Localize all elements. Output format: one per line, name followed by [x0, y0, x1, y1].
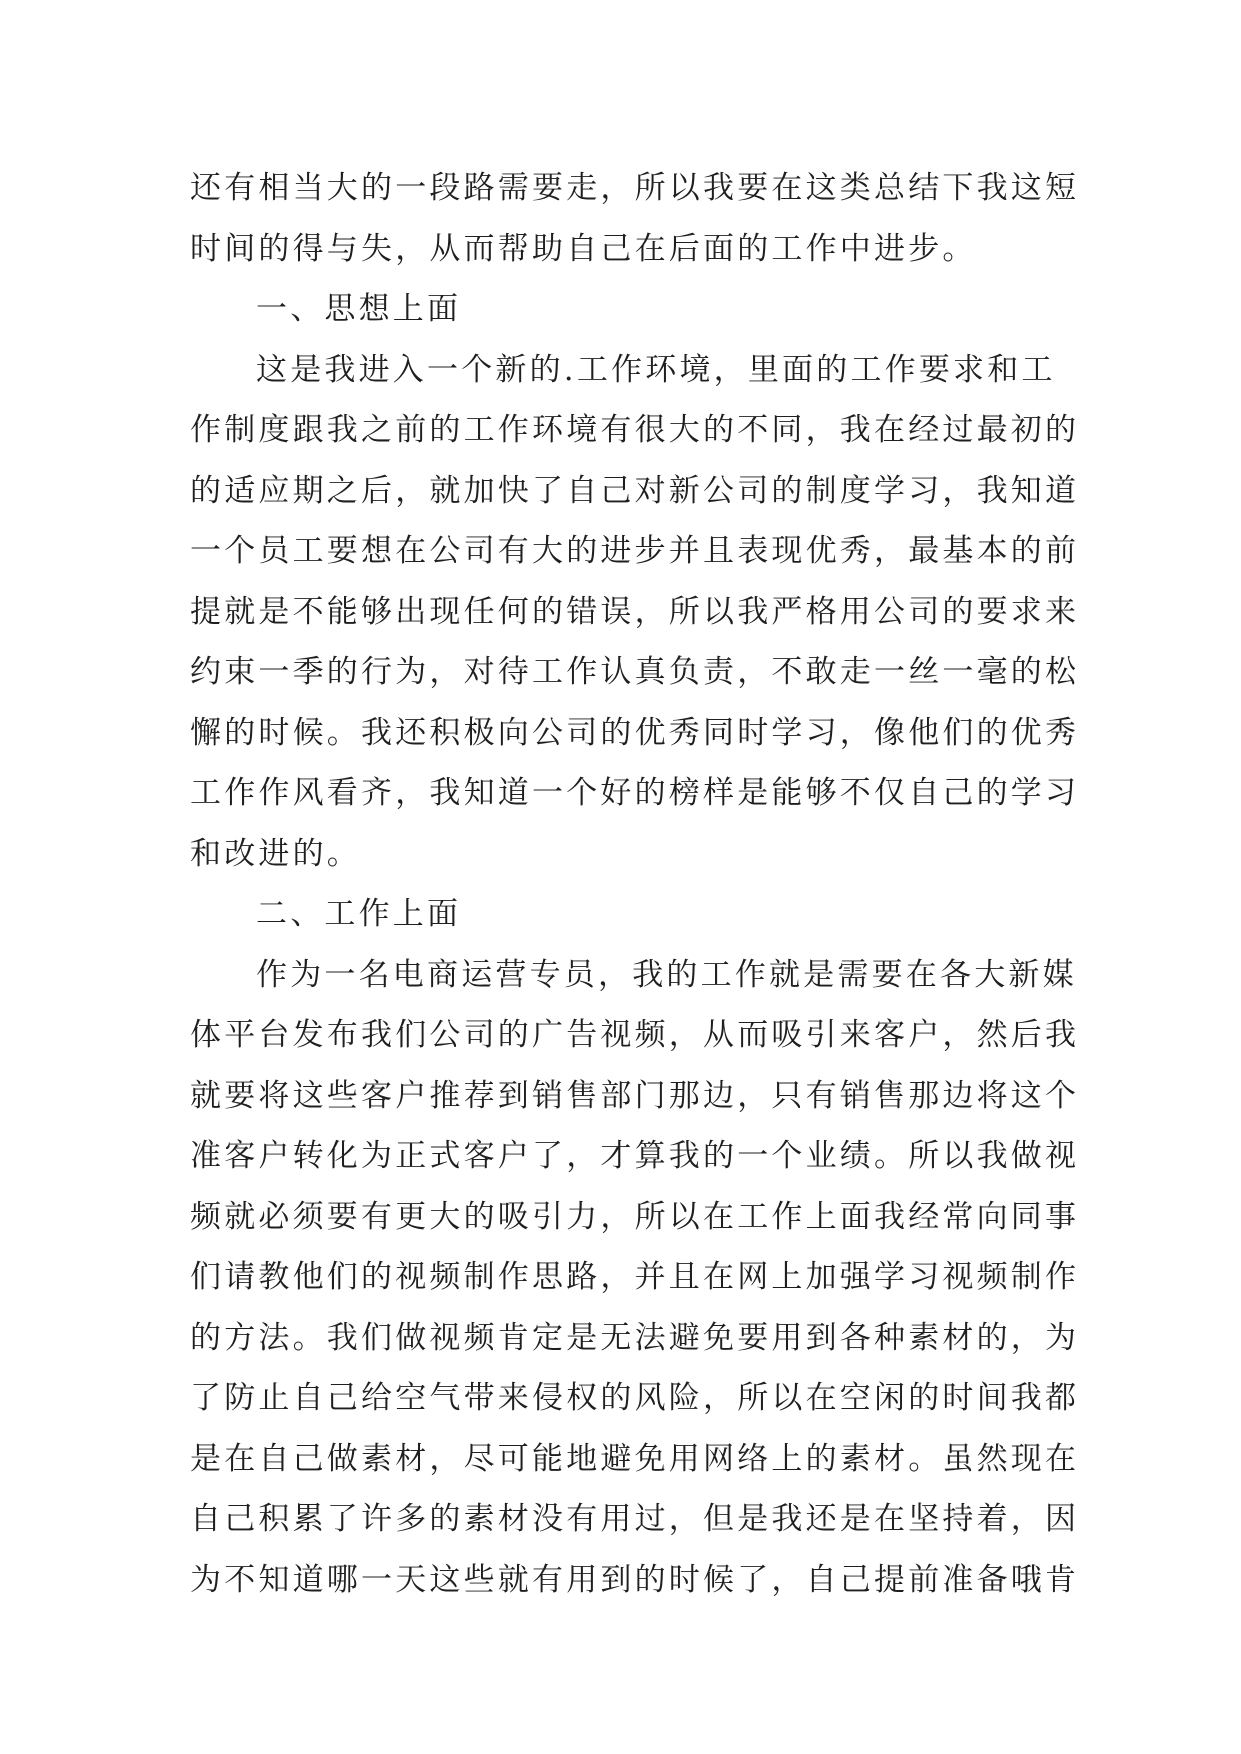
text-line: 提就是不能够出现任何的错误，所以我严格用公司的要求来	[190, 593, 1080, 630]
text-line: 作为一名电商运营专员，我的工作就是需要在各大新媒	[256, 956, 1077, 993]
document-body	[190, 158, 1080, 1610]
text-line: 为不知道哪一天这些就有用到的时候了，自己提前准备哦肯	[190, 1561, 1080, 1598]
text-line: 作制度跟我之前的工作环境有很大的不同，我在经过最初的	[190, 412, 1080, 448]
text-line: 的适应期之后，就加快了自己对新公司的制度学习，我知道	[190, 472, 1080, 509]
text-line: 们请教他们的视频制作思路，并且在网上加强学习视频制作	[190, 1259, 1080, 1295]
text-line: 是在自己做素材，尽可能地避免用网络上的素材。虽然现在	[190, 1440, 1080, 1477]
text-line: 时间的得与失，从而帮助自己在后面的工作中进步。	[190, 230, 977, 267]
text-line: 的方法。我们做视频肯定是无法避免要用到各种素材的，为	[190, 1319, 1080, 1356]
text-line: 了防止自己给空气带来侵权的风险，所以在空闲的时间我都	[190, 1380, 1080, 1416]
section-heading: 二、工作上面	[256, 896, 462, 932]
text-line: 和改进的。	[190, 835, 361, 872]
text-line: 工作作风看齐，我知道一个好的榜样是能够不仅自己的学习	[190, 775, 1080, 811]
text-line: 这是我进入一个新的.工作环境，里面的工作要求和工	[256, 351, 1056, 388]
text-line: 频就必须要有更大的吸引力，所以在工作上面我经常向同事	[190, 1198, 1080, 1235]
text-line: 准客户转化为正式客户了，才算我的一个业绩。所以我做视	[190, 1138, 1080, 1174]
text-line: 还有相当大的一段路需要走，所以我要在这类总结下我这短	[190, 170, 1080, 206]
text-line: 一个员工要想在公司有大的进步并且表现优秀，最基本的前	[190, 533, 1080, 569]
text-line: 自己积累了许多的素材没有用过，但是我还是在坚持着，因	[190, 1501, 1080, 1537]
text-line: 约束一季的行为，对待工作认真负责，不敢走一丝一毫的松	[190, 654, 1080, 690]
section-heading: 一、思想上面	[256, 291, 462, 327]
text-line: 懈的时候。我还积极向公司的优秀同时学习，像他们的优秀	[190, 714, 1080, 751]
text-line: 体平台发布我们公司的广告视频，从而吸引来客户，然后我	[190, 1017, 1080, 1053]
text-line: 就要将这些客户推荐到销售部门那边，只有销售那边将这个	[190, 1077, 1080, 1114]
